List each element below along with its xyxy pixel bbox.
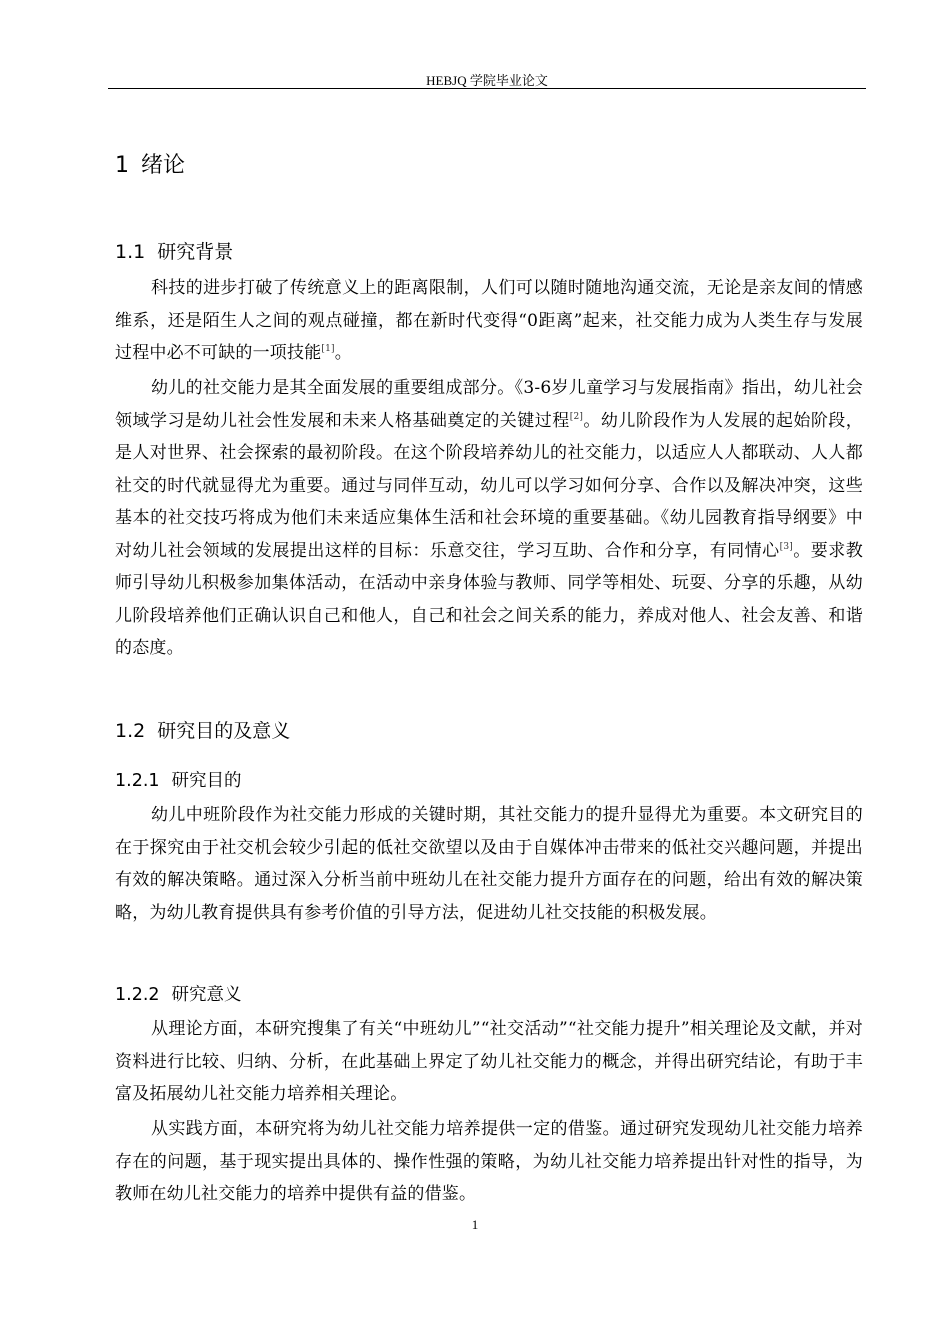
section-title: 研究背景 — [157, 241, 234, 263]
section-number: 1.2 — [115, 720, 146, 742]
section-number: 1.1 — [115, 241, 146, 263]
paragraph-text: 科技的进步打破了传统意义上的距离限制，人们可以随时随地沟通交流，无论是亲友间的情感维系，还是陌生人之间的观点碰撞，都在新时代变得“0距离”起来，社交能力成为人类生存与发展过程中必不可缺的一项技能 — [115, 278, 863, 363]
section-heading-1-2 — [115, 716, 290, 743]
subsection-title: 研究目的 — [171, 771, 242, 791]
paragraph-text: 。 — [334, 343, 352, 363]
paragraph-text: 。幼儿阶段作为人发展的起始阶段，是人对世界、社会探索的最初阶段。在这个阶段培养幼儿的社交能力，以适应人人都联动、人人都社交的时代就显得尤为重要。通过与同伴互动，幼儿可以学习如何分享、合作以及解决冲突，这些基本的社交技巧将成为他们未来适应集体生活和社会环境的重要基础。《幼儿园教育指导纲要》中对幼儿社会领域的发展提出这样的目标：乐意交往，学习互助、合作和分享，有同情心 — [115, 410, 864, 561]
page-number: 1 — [471, 1217, 479, 1232]
paragraph-text: 。要求教师引导幼儿积极参加集体活动，在活动中亲身体验与教师、同学等相处、玩耍、分享的乐趣，从幼儿阶段培养他们正确认识自己和他人，自己和社会之间关系的能力，养成对他人、社会友善、和谐的态度。 — [115, 540, 863, 658]
subsection-heading-1-2-2 — [115, 981, 242, 1006]
chapter-heading — [115, 148, 185, 179]
section-title: 研究目的及意义 — [157, 720, 291, 742]
subsection-number: 1.2.2 — [115, 985, 160, 1005]
header-rule — [108, 88, 866, 89]
paragraph-text: 幼儿中班阶段作为社交能力形成的关键时期，其社交能力的提升显得尤为重要。本文研究目的在于探究由于社交机会较少引起的低社交欲望以及由于自媒体冲击带来的低社交兴趣问题，并提出有效的解决策略。通过深入分析当前中班幼儿在社交能力提升方面存在的问题，给出有效的解决策略，为幼儿教育提供具有参考价值的引导方法，促进幼儿社交技能的积极发展。 — [115, 805, 863, 923]
paragraph-text: 从理论方面，本研究搜集了有关“中班幼儿”“社交活动”“社交能力提升”相关理论及文献，并对资料进行比较、归纳、分析，在此基础上界定了幼儿社交能力的概念，并得出研究结论，有助于丰富及拓展幼儿社交能力培养相关理论。 — [115, 1019, 863, 1104]
subsection-number: 1.2.1 — [115, 771, 160, 791]
chapter-title: 绪论 — [141, 153, 186, 178]
citation: [1] — [321, 344, 335, 354]
paragraph-background-1 — [115, 272, 863, 370]
subsection-heading-1-2-1 — [115, 767, 242, 792]
chapter-number: 1 — [115, 153, 129, 178]
paragraph-text: 从实践方面，本研究将为幼儿社交能力培养提供一定的借鉴。通过研究发现幼儿社交能力培养存在的问题，基于现实提出具体的、操作性强的策略，为幼儿社交能力培养提出针对性的指导，为教师在幼儿社交能力的培养中提供有益的借鉴。 — [115, 1119, 863, 1204]
paragraph-text: 幼儿的社交能力是其全面发展的重要组成部分。《3-6岁儿童学习与发展指南》指出，幼儿社会领域学习是幼儿社会性发展和未来人格基础奠定的关键过程 — [115, 378, 863, 431]
paragraph-significance-theory — [115, 1013, 863, 1111]
citation: [2] — [569, 411, 584, 422]
paragraph-purpose — [115, 799, 863, 929]
section-heading-1-1 — [115, 237, 233, 264]
citation: [3] — [779, 541, 794, 552]
paragraph-background-2 — [115, 372, 863, 665]
paragraph-significance-practice — [115, 1113, 863, 1211]
subsection-title: 研究意义 — [171, 985, 242, 1005]
running-header: HEBJQ 学院毕业论文 — [426, 73, 548, 88]
